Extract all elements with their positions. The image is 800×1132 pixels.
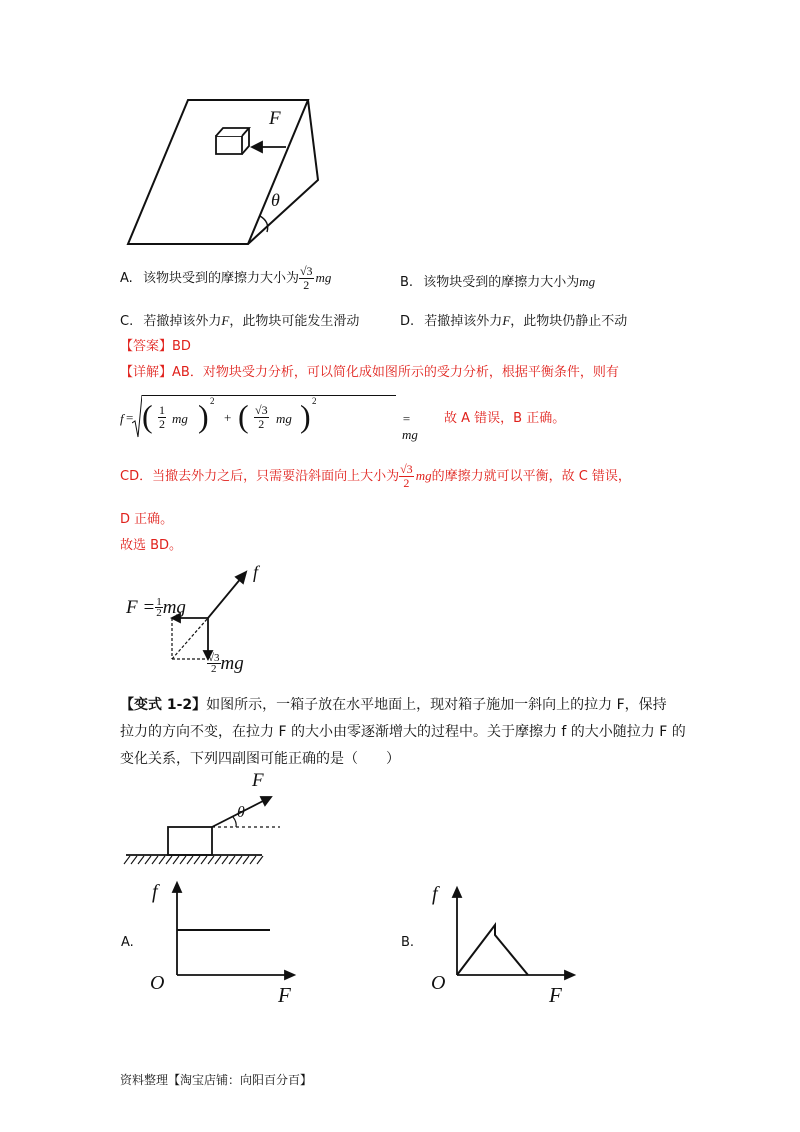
option-b: B. 该物块受到的摩擦力大小为mg — [400, 274, 596, 290]
variant-problem: 【变式 1-2】如图所示，一箱子放在水平地面上，现对箱子施加一斜向上的拉力 F，保持 拉力的方向不变，在拉力 F 的大小由零逐渐增大的过程中。关于摩擦力 f 的大小随拉力 F 的 变化关系，下列四副图可能正确的是（ ） — [120, 697, 686, 767]
paren-close-1: ) — [198, 398, 209, 434]
graph-b-x-label: F — [549, 983, 562, 1007]
graph-b-origin: O — [431, 972, 446, 994]
formula-half: $\frac{1}{2}$ — [159, 403, 165, 431]
incline-figure — [120, 92, 330, 252]
angle-arc — [233, 817, 236, 827]
formula-root: $\frac{√3}{2}$ — [255, 403, 268, 431]
option-a: A. 该物块受到的摩擦力大小为 $\frac{√3}{2}$ mg — [120, 264, 332, 292]
graph-a-x-label: F — [278, 983, 291, 1007]
graph-b — [450, 880, 580, 985]
fig2-f-label: f — [253, 562, 259, 582]
graph-b-curve — [457, 925, 528, 975]
force-arrow — [252, 142, 286, 152]
explain-cd-line: CD．当撤去外力之后，只需要沿斜面向上大小为 $\frac{√3}{2}$ mg的摩擦力就可以平衡，故 C 错误， — [120, 462, 631, 490]
box-figure — [120, 770, 290, 870]
answer-line: 【答案】BD — [120, 339, 191, 354]
graph-a-option: A. — [121, 935, 134, 950]
fig3-theta-label: θ — [237, 804, 245, 821]
formula-radical — [132, 393, 142, 441]
explain-conclusion: 故选 BD。 — [120, 538, 183, 553]
formula-f: f — [120, 411, 124, 426]
paren-open-2: ( — [238, 398, 249, 434]
variant-label: 【变式 1-2】 — [120, 697, 207, 713]
block — [216, 128, 249, 154]
paren-close-2: ) — [300, 398, 311, 434]
paren-open-1: ( — [142, 398, 153, 434]
footer-text: 资料整理【淘宝店铺：向阳百分百】 — [120, 1073, 313, 1087]
graph-a — [170, 875, 300, 985]
graph-a-y-label: f — [152, 881, 158, 903]
option-c: C. 若撤掉该外力F，此物块可能发生滑动 — [120, 313, 360, 329]
graph-a-origin: O — [150, 972, 165, 994]
angle-label-theta: θ — [271, 190, 280, 210]
force-label-F: F — [269, 108, 281, 129]
ground-hatch — [124, 856, 263, 864]
graph-b-y-label: f — [432, 883, 438, 905]
fig2-sqrt-label: $\frac{√3}{2}$ mg — [208, 652, 244, 675]
fig2-F-label: F = $\frac{1}{2}$ mg — [126, 596, 186, 619]
graph-b-option: B. — [401, 935, 415, 950]
explain-line-1: 【详解】AB．对物块受力分析，可以简化成如图所示的受力分析，根据平衡条件，则有 — [120, 365, 619, 380]
fig3-F-label: F — [252, 770, 264, 791]
formula-radical-bar — [142, 395, 396, 396]
option-d: D. 若撤掉该外力F，此物块仍静止不动 — [400, 313, 628, 329]
formula-eq: = — [126, 410, 134, 425]
explain-cd-line-2: D 正确。 — [120, 512, 174, 527]
